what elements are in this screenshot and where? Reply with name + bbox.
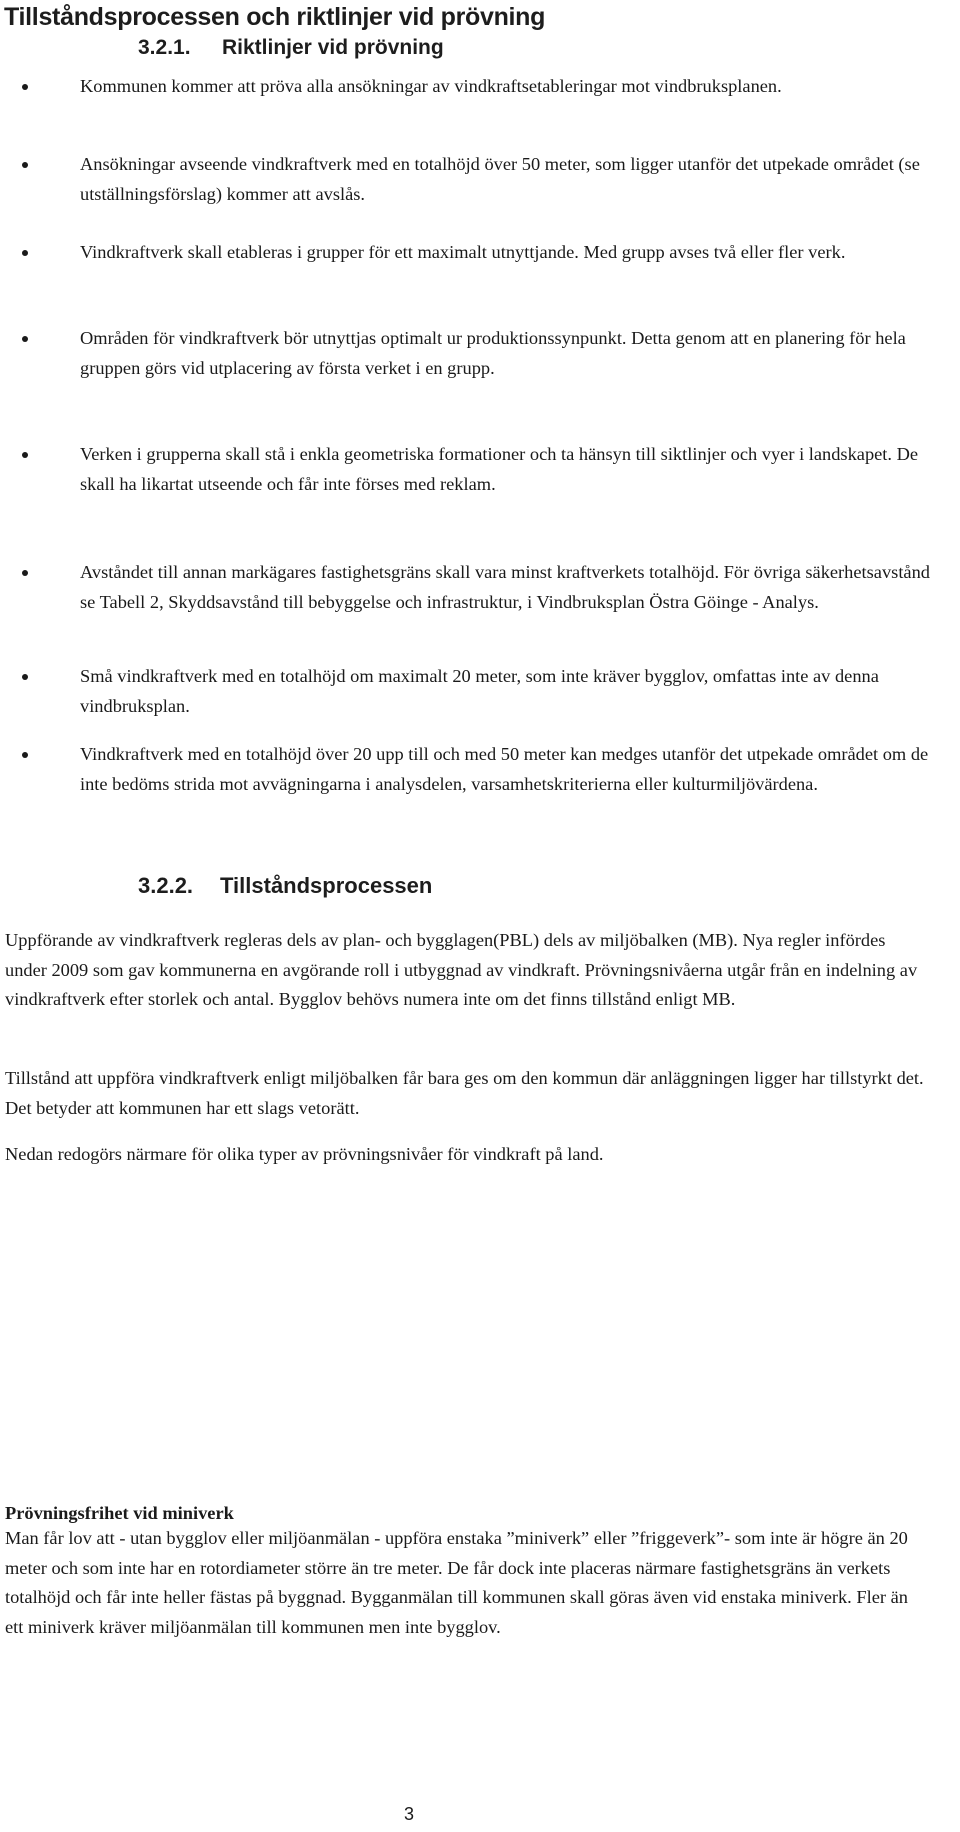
- section-title: Riktlinjer vid prövning: [222, 36, 444, 59]
- paragraph: Man får lov att - utan bygglov eller miljöanmälan - uppföra enstaka ”miniverk” eller ”friggeverk”- som inte är högre än 20 meter och som inte har en rotordiameter större än tre meter. De får dock inte placeras närmare fastighetsgräns än verkets totalhöjd och får inte heller fästas på byggnad. Bygganmälan till kommunen skall göras även vid enstaka miniverk. Fler än ett miniverk kräver miljöanmälan till kommunen men inte bygglov.: [5, 1528, 908, 1637]
- bullet-icon: [22, 452, 28, 458]
- page-number: 3: [404, 1804, 415, 1824]
- paragraph: Uppförande av vindkraftverk regleras dels av plan- och bygglagen(PBL) dels av miljöbalken (MB). Nya regler infördes under 2009 som gav kommunerna en avgörande roll i utbyggnad av vindkraft. Prövningsnivåerna utgår från en indelning av vindkraftverk efter storlek och antal. Bygglov behövs numera inte om det finns tillstånd enligt MB.: [5, 930, 918, 1009]
- bullet-icon: [22, 84, 28, 90]
- list-item: [80, 740, 930, 799]
- section-title: Tillståndsprocessen: [220, 873, 433, 898]
- section-heading-riktlinjer: [138, 34, 444, 62]
- list-item: [80, 558, 930, 617]
- page-title: Tillståndsprocessen och riktlinjer vid prövning: [4, 3, 546, 31]
- list-item: [80, 72, 930, 102]
- section-number: 3.2.2.: [138, 873, 194, 898]
- list-item-text: Vindkraftverk med en totalhöjd över 20 upp till och med 50 meter kan medges utanför det utpekade området om de inte bedöms strida mot avvägningarna i analysdelen, varsamhetskriterierna eller kulturmiljövärdena.: [80, 744, 929, 794]
- list-item: [80, 150, 930, 209]
- list-item: [80, 440, 930, 499]
- list-item: [80, 662, 930, 721]
- list-item-text: Områden för vindkraftverk bör utnyttjas optimalt ur produktionssynpunkt. Detta genom att en planering för hela gruppen görs vid utplacering av första verket i en grupp.: [80, 328, 906, 378]
- list-item: [80, 324, 930, 383]
- list-item-text: Kommunen kommer att pröva alla ansökningar av vindkraftsetableringar mot vindbruksplanen.: [80, 76, 782, 96]
- list-item-text: Verken i grupperna skall stå i enkla geometriska formationer och ta hänsyn till siktlinjer och vyer i landskapet. De skall ha likartat utseende och får inte förses med reklam.: [80, 444, 919, 494]
- paragraph: Tillstånd att uppföra vindkraftverk enligt miljöbalken får bara ges om den kommun där anläggningen ligger har tillstyrkt det. Det betyder att kommunen har ett slags vetorätt.: [5, 1068, 924, 1118]
- bullet-icon: [22, 336, 28, 342]
- section-number: 3.2.1.: [138, 36, 191, 59]
- list-item-text: Vindkraftverk skall etableras i grupper för ett maximalt utnyttjande. Med grupp avses två eller fler verk.: [80, 242, 846, 262]
- list-item-text: Ansökningar avseende vindkraftverk med en totalhöjd över 50 meter, som ligger utanför det utpekade området (se utställningsförslag) kommer att avslås.: [80, 154, 920, 204]
- bullet-icon: [22, 752, 28, 758]
- bullet-icon: [22, 674, 28, 680]
- list-item-text: Små vindkraftverk med en totalhöjd om maximalt 20 meter, som inte kräver bygglov, omfattas inte av denna vindbruksplan.: [80, 666, 879, 716]
- section-heading-tillstandsprocessen: [138, 872, 432, 900]
- list-item: [80, 238, 930, 268]
- subheading-provningsfrihet: Prövningsfrihet vid miniverk: [5, 1503, 234, 1523]
- list-item-text: Avståndet till annan markägares fastighetsgräns skall vara minst kraftverkets totalhöjd. För övriga säkerhetsavstånd se Tabell 2, Skyddsavstånd till bebyggelse och infrastruktur, i Vindbruksplan Östra Göinge - Analys.: [80, 562, 930, 612]
- bullet-icon: [22, 570, 28, 576]
- paragraph: Nedan redogörs närmare för olika typer av prövningsnivåer för vindkraft på land.: [5, 1144, 604, 1164]
- bullet-icon: [22, 250, 28, 256]
- bullet-icon: [22, 162, 28, 168]
